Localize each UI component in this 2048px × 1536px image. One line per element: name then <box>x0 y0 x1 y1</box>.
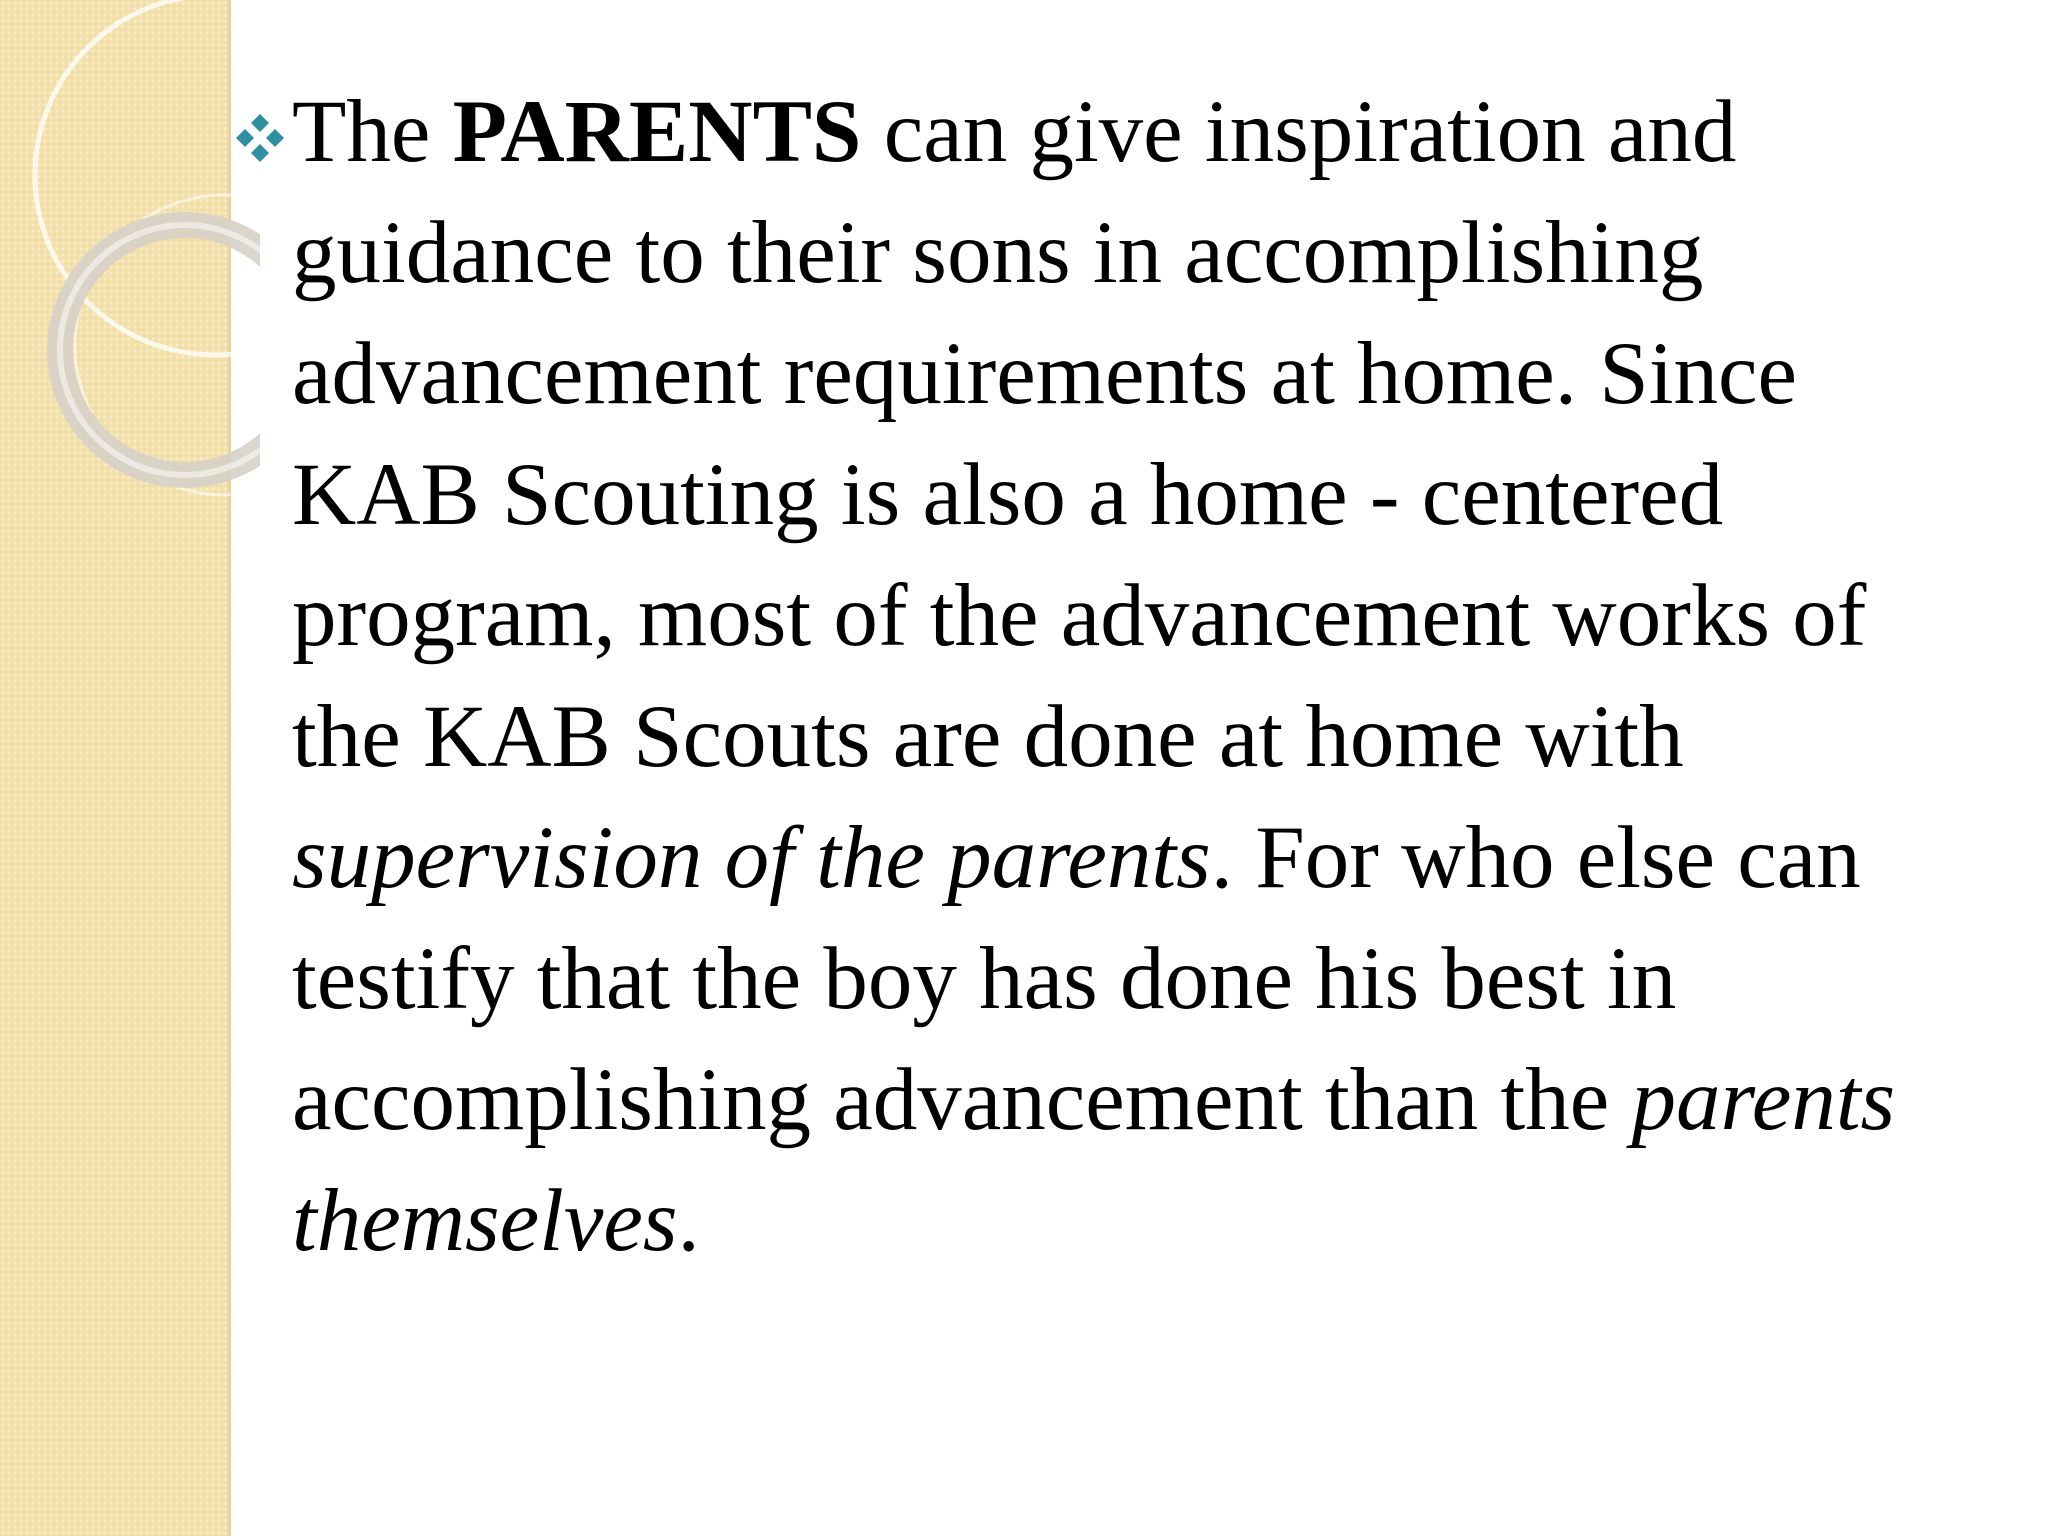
bullet-paragraph <box>230 72 1960 1282</box>
body-text-block <box>230 72 1960 1282</box>
four-diamond-bullet-icon <box>230 108 290 168</box>
paragraph-text-4: . <box>677 1172 700 1270</box>
paragraph-text-3: . For who else can testify that the boy has done his best in accomplishing advancement than the <box>292 809 1861 1149</box>
paragraph-text-2: can give inspiration and guidance to their sons in accomplishing advancement requirements at home. Since KAB Scouting is also a home - centered program, most of the advancement works of the KAB Scouts are done at home with <box>292 83 1867 786</box>
supervision-emphasis: supervision of the parents <box>292 809 1211 907</box>
parents-themselves-emphasis: parents themselves <box>292 1051 1896 1270</box>
parents-emphasis: PARENTS <box>452 83 862 181</box>
paragraph-text-1: The <box>292 83 453 181</box>
decorative-rings <box>0 0 260 520</box>
